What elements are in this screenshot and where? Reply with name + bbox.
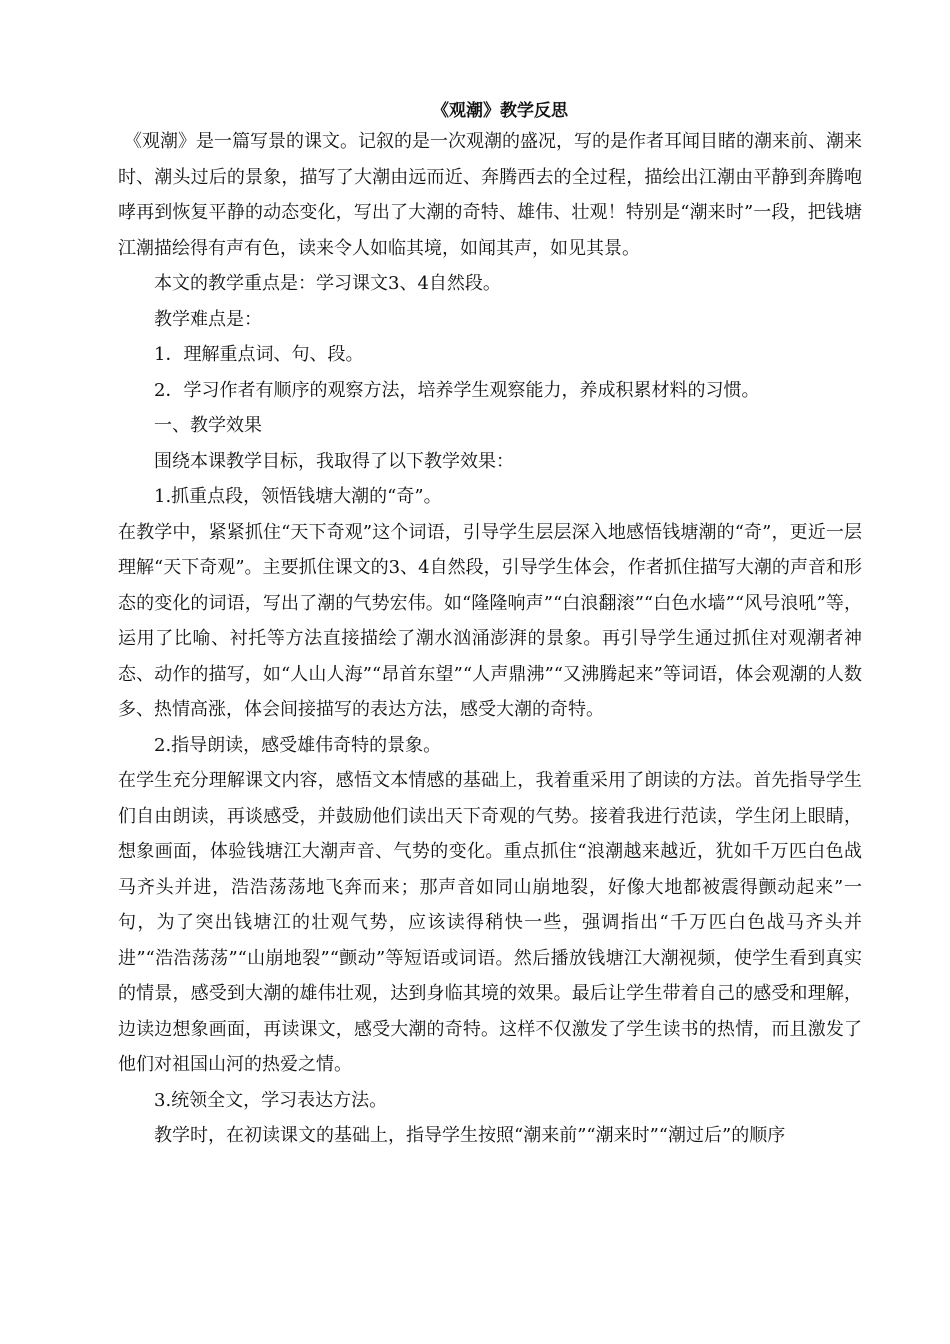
paragraph-difficulty-heading: 教学难点是： — [154, 308, 262, 330]
paragraph-focus: 本文的教学重点是：学习课文3、4自然段。 — [154, 273, 501, 294]
section-heading-effect: 一、教学效果 — [154, 415, 262, 436]
paragraph-body-2: 在学生充分理解课文内容，感悟文本情感的基础上，我着重采用了朗读的方法。首先指导学生们自由朗读，再谈感受，并鼓励他们读出天下奇观的气势。接着我进行范读，学生闭上眼睛，想象画面，体验钱塘江大潮声音、气势的变化。重点抓住“浪潮越来越近，犹如千万匹白色战马齐头并进，浩浩荡荡地飞奔而来；那声音如同山崩地裂，好像大地都被震得颤动起来”一句，为了突出钱塘江的壮观气势，应该读得稍快一些，强调指出“千万匹白色战马齐头并进”“浩浩荡荡”“山崩地裂”“颤动”等短语或词语。然后播放钱塘江大潮视频，使学生看到真实的情景，感受到大潮的雄伟壮观，达到身临其境的效果。最后让学生带着自己的感受和理解，边读边想象画面，再读课文，感受大潮的奇特。这样不仅激发了学生读书的热情，而且激发了他们对祖国山河的热爱之情。 — [118, 770, 862, 1075]
subheading-1: 1.抓重点段，领悟钱塘大潮的“奇”。 — [154, 486, 442, 507]
paragraph-intro: 《观潮》是一篇写景的课文。记叙的是一次观潮的盛况，写的是作者耳闻目睹的潮来前、潮来时、潮头过后的景象，描写了大潮由远而近、奔腾西去的全过程，描绘出江潮由平静到奔腾咆哮再到恢复平静的动态变化，写出了大潮的奇特、雄伟、壮观！特别是“潮来时”一段，把钱塘江潮描绘得有声有色，读来令人如临其境，如闻其声，如见其景。 — [118, 131, 862, 259]
subheading-2: 2.指导朗读，感受雄伟奇特的景象。 — [154, 734, 442, 756]
paragraph-difficulty-2: 2．学习作者有顺序的观察方法，培养学生观察能力，养成积累材料的习惯。 — [154, 379, 760, 401]
document-title: 《观潮》教学反思 — [432, 101, 568, 121]
paragraph-difficulty-1: 1．理解重点词、句、段。 — [154, 344, 364, 365]
paragraph-effect-intro: 围绕本课教学目标，我取得了以下教学效果： — [154, 450, 514, 472]
paragraph-body-1: 在教学中，紧紧抓住“天下奇观”这个词语，引导学生层层深入地感悟钱塘潮的“奇”，更近一层理解“天下奇观”。主要抓住课文的3、4自然段，引导学生体会，作者抓住描写大潮的声音和形态的变化的词语，写出了潮的气势宏伟。如“隆隆响声”“白浪翻滚”“白色水墙”“风号浪吼”等，运用了比喻、衬托等方法直接描绘了潮水汹涌澎湃的景象。再引导学生通过抓住对观潮者神态、动作的描写，如“人山人海”“昂首东望”“人声鼎沸”“又沸腾起来”等词语，体会观潮的人数多、热情高涨，体会间接描写的表达方法，感受大潮的奇特。 — [118, 521, 862, 720]
paragraph-body-3: 教学时，在初读课文的基础上，指导学生按照“潮来前”“潮来时”“潮过后”的顺序 — [154, 1125, 786, 1146]
document-page — [118, 98, 862, 1154]
subheading-3: 3.统领全文，学习表达方法。 — [154, 1089, 388, 1111]
